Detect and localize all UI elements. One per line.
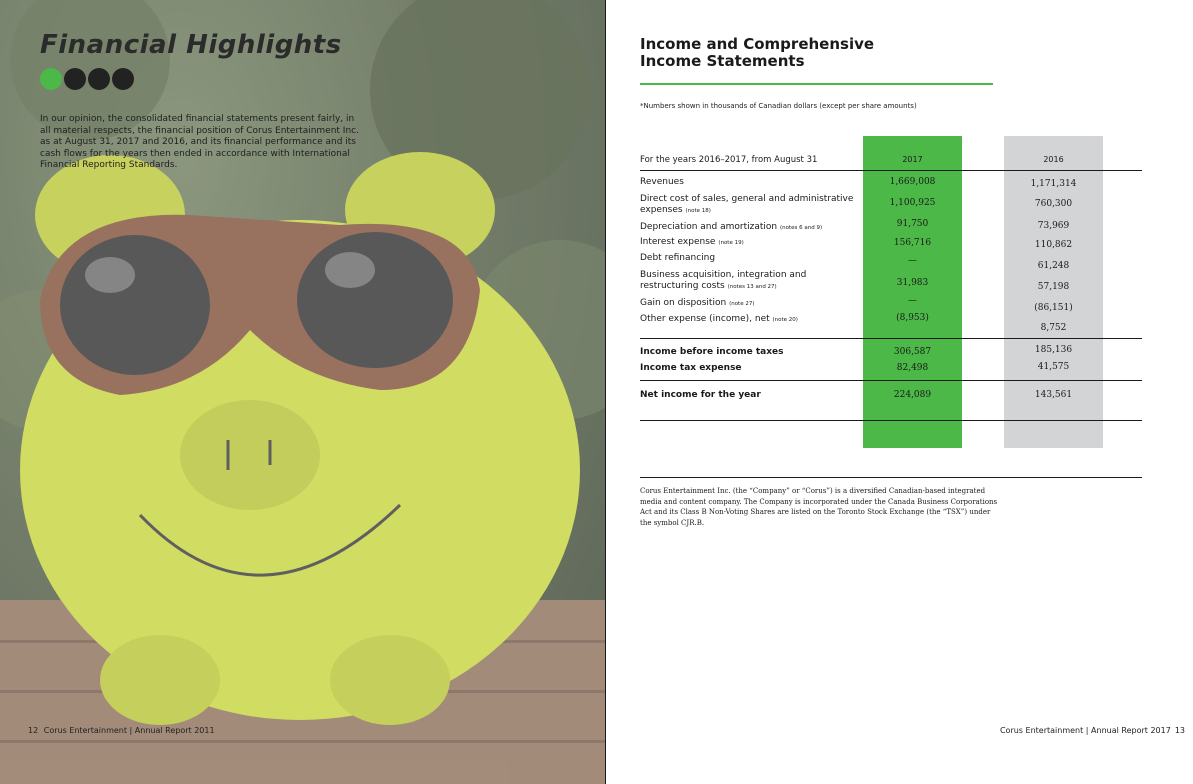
page-spine (605, 0, 606, 784)
table-row-label: Revenues (640, 177, 684, 187)
net-income-2016: 143,561 (1034, 390, 1073, 400)
header-rule (640, 170, 1142, 171)
table-row-label: Gain on disposition (note 27) (640, 298, 755, 308)
income-tax-expense-2017: 82,498 (896, 363, 929, 373)
table-cell-2016: 1,171,314 (1030, 179, 1077, 189)
income-before-taxes-label: Income before income taxes (640, 347, 784, 357)
table-row-label: Other expense (income), net (note 20) (640, 314, 798, 324)
column-header-2016: 2016 (1043, 155, 1064, 164)
company-description: Corus Entertainment Inc. (the “Company” or “Corus”) is a diversified Canadian-based integrated media and content company. The Company is incorporated under the Canada Business Corporations Act and its Class B Non-Voting Shares are listed on the Toronto Stock Exchange (the “TSX”) under the symbol CJR.B. (640, 487, 998, 527)
table-cell-2017: — (908, 296, 917, 306)
table-cell-2017: — (908, 256, 917, 266)
table-cell-2016: 73,969 (1037, 221, 1070, 231)
statement-title-line2: Income Statements (640, 52, 805, 70)
table-row-label: Depreciation and amortization (notes 6 and 9) (640, 222, 823, 232)
income-tax-expense-2016: 41,575 (1037, 362, 1070, 372)
total-rule (640, 380, 1142, 381)
table-cell-2016: 110,862 (1034, 240, 1073, 250)
table-header-label: For the years 2016–2017, from August 31 (640, 155, 818, 165)
auditor-opinion-text: In our opinion, the consolidated financial statements present fairly, in all material respects, the financial position of Corus Entertainment Inc. as at August 31, 2017 and 2016, and its financial performance and its cash flows for the years then ended in accordance with International Financial Reporting Standards. (40, 114, 359, 170)
statement-title (640, 36, 874, 70)
income-before-taxes-2017: 306,587 (893, 347, 932, 357)
right-page-number: 13 (1174, 726, 1185, 735)
table-cell-2017: 1,100,925 (889, 198, 936, 208)
units-note: *Numbers shown in thousands of Canadian dollars (except per share amounts) (640, 102, 917, 110)
income-before-taxes-2016: 185,136 (1034, 345, 1073, 355)
table-cell-2017: (8,953) (896, 313, 929, 323)
black-dot (112, 68, 134, 90)
table-row-label: Interest expense (note 19) (640, 237, 744, 247)
left-footer (28, 726, 215, 735)
subtotal-rule (640, 338, 1142, 339)
black-dot (88, 68, 110, 90)
net-income-2017: 224,089 (893, 390, 932, 400)
black-dot (64, 68, 86, 90)
table-cell-2016: 760,300 (1034, 199, 1073, 209)
page-title: Financial Highlights (40, 30, 342, 60)
table-cell-2017: 31,983 (896, 278, 929, 288)
right-footer (1000, 726, 1185, 735)
income-tax-expense-label: Income tax expense (640, 363, 742, 373)
table-cell-2016: 61,248 (1037, 261, 1070, 271)
table-row-label: Direct cost of sales, general and administrative expenses (note 18) (640, 194, 854, 215)
table-row-label: Debt refinancing (640, 253, 716, 263)
title-underline (640, 83, 993, 85)
green-dot (40, 68, 62, 90)
left-page-number: 12 (28, 726, 39, 735)
table-bottom-rule (640, 420, 1142, 421)
description-rule (640, 477, 1142, 478)
left-footer-text: Corus Entertainment | Annual Report 2011 (43, 726, 215, 735)
right-footer-text: Corus Entertainment | Annual Report 2017 (999, 726, 1171, 735)
table-cell-2017: 1,669,008 (889, 177, 936, 187)
table-row-label: Business acquisition, integration and restructuring costs (notes 13 and 27) (640, 270, 807, 291)
table-cell-2017: 91,750 (896, 219, 929, 229)
net-income-label: Net income for the year (640, 390, 761, 400)
table-cell-2016: 8,752 (1040, 323, 1067, 333)
column-header-2017: 2017 (902, 155, 923, 164)
table-cell-2016: (86,151) (1034, 303, 1073, 313)
statement-title-line1: Income and Comprehensive (640, 35, 875, 53)
section-dots (40, 68, 134, 90)
table-cell-2017: 156,716 (893, 238, 932, 248)
table-cell-2016: 57,198 (1037, 282, 1070, 292)
